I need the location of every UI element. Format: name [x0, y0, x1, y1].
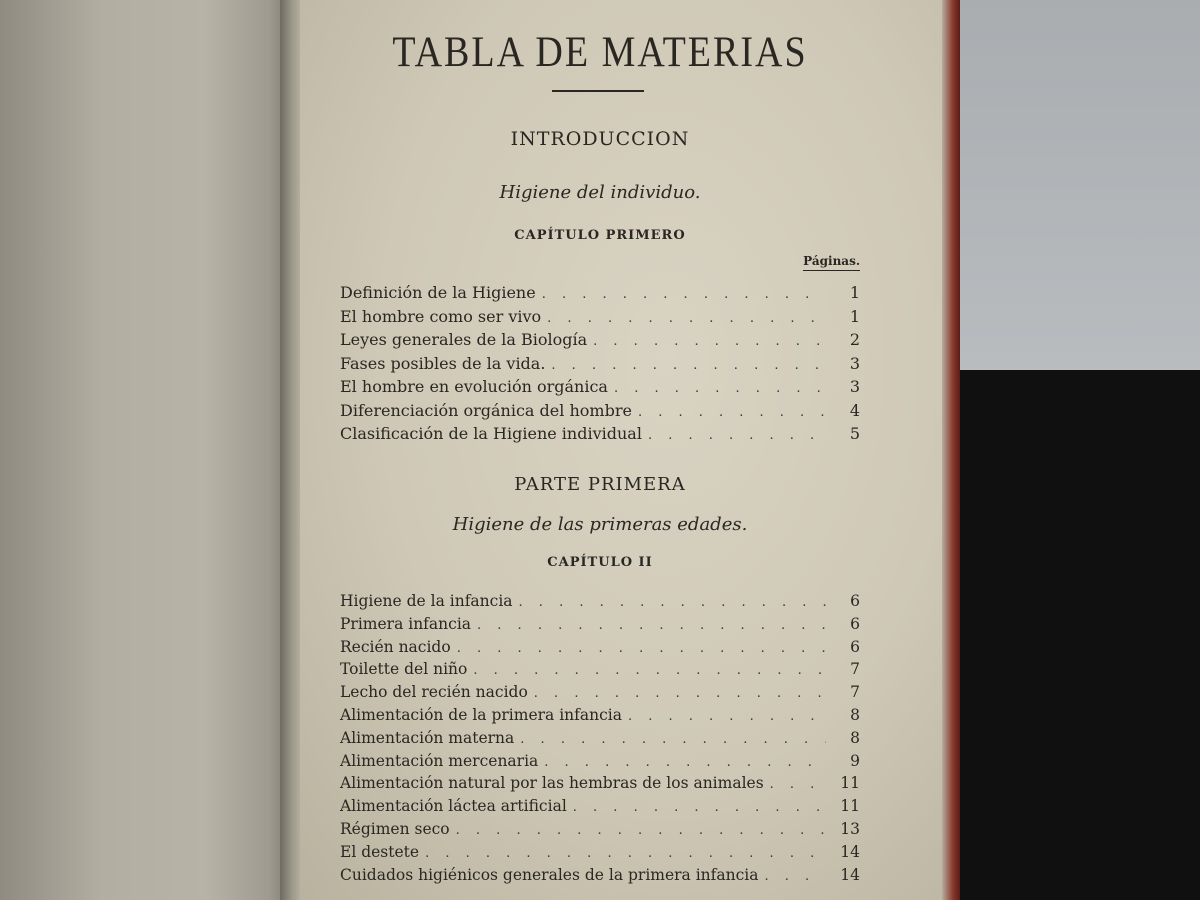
entry-label: El destete	[340, 842, 420, 861]
entry-page: 1	[849, 283, 860, 302]
entry-page: 3	[849, 353, 860, 373]
entry-page: 6	[850, 614, 860, 633]
part-one-entries	[340, 592, 860, 888]
leader-dots	[573, 800, 826, 815]
pages-label: Páginas.	[803, 254, 860, 271]
entry-page: 6	[850, 592, 860, 610]
toc-entry	[340, 752, 860, 775]
entry-page: 13	[840, 819, 860, 838]
entry-label: Lecho del recién nacido	[340, 683, 528, 702]
entry-label: Primera infancia	[340, 614, 472, 633]
toc-entry	[340, 354, 860, 378]
entry-label: Recién nacido	[340, 637, 451, 656]
entry-page: 11	[840, 797, 860, 816]
leader-dots	[638, 405, 826, 420]
toc-entry	[340, 843, 860, 866]
entry-label: Diferenciación orgánica del hombre	[340, 400, 632, 420]
leader-dots	[614, 381, 826, 396]
entry-page: 8	[850, 705, 860, 724]
leader-dots	[534, 686, 826, 701]
leader-dots	[765, 869, 827, 884]
chapter-one-heading: CAPÍTULO PRIMERO	[514, 228, 686, 243]
toc-entry	[340, 638, 860, 661]
entry-label: Leyes generales de la Biología	[340, 330, 588, 349]
entry-page: 4	[849, 400, 860, 420]
entry-page: 7	[850, 660, 860, 679]
background-dark	[960, 370, 1200, 900]
leader-dots	[648, 428, 826, 443]
intro-heading: INTRODUCCION	[510, 128, 690, 150]
entry-label: El hombre como ser vivo	[340, 306, 542, 326]
part-one-heading: PARTE PRIMERA	[514, 474, 686, 495]
toc-entry	[340, 706, 860, 729]
leader-dots	[473, 663, 826, 678]
entry-label: Alimentación de la primera infancia	[340, 705, 622, 724]
leader-dots	[542, 287, 826, 302]
leader-dots	[519, 595, 826, 610]
toc-entry	[340, 592, 860, 615]
leader-dots	[457, 641, 826, 656]
toc-entry	[340, 377, 860, 401]
toc-entry	[340, 615, 860, 638]
toc-entry	[340, 729, 860, 752]
intro-subtitle: Higiene del individuo.	[499, 182, 701, 203]
entry-label: Higiene de la infancia	[340, 592, 513, 610]
toc-entry	[340, 283, 860, 307]
entry-label: Toilette del niño	[340, 660, 468, 679]
toc-entry	[340, 866, 860, 889]
background-wall	[960, 0, 1200, 370]
entry-page: 3	[849, 377, 860, 396]
entry-label: Alimentación materna	[340, 728, 515, 747]
leader-dots	[425, 846, 826, 861]
entry-label: Alimentación láctea artificial	[340, 797, 567, 816]
leader-dots	[770, 777, 826, 792]
toc-entry	[340, 797, 860, 820]
toc-entry	[340, 660, 860, 683]
leader-dots	[547, 311, 826, 326]
entry-label: Cuidados higiénicos generales de la primera infancia	[340, 865, 759, 884]
leader-dots	[628, 709, 826, 724]
entry-page: 8	[850, 728, 860, 747]
page-title: TABLA DE MATERIAS	[392, 27, 808, 77]
toc-entry	[340, 424, 860, 448]
toc-entry	[340, 330, 860, 354]
entry-page: 5	[849, 424, 860, 443]
leader-dots	[456, 823, 826, 838]
entry-page: 11	[840, 774, 860, 793]
entry-page: 14	[840, 842, 860, 861]
entry-page: 6	[850, 637, 860, 656]
intro-entries	[340, 283, 860, 448]
leader-dots	[593, 334, 826, 349]
entry-page: 2	[849, 330, 860, 349]
leader-dots	[544, 755, 826, 770]
entry-label: Clasificación de la Higiene individual	[340, 424, 642, 443]
entry-label: Fases posibles de la vida.	[340, 353, 546, 373]
toc-entry	[340, 683, 860, 706]
entry-label: Alimentación natural por las hembras de los animales	[340, 774, 764, 793]
toc-entry	[340, 401, 860, 425]
entry-label: El hombre en evolución orgánica	[340, 377, 608, 396]
entry-page: 7	[850, 683, 860, 702]
entry-page: 14	[840, 865, 860, 884]
leader-dots	[477, 618, 826, 633]
entry-label: Alimentación mercenaria	[340, 751, 539, 770]
leader-dots	[520, 732, 826, 747]
toc-entry	[340, 774, 860, 797]
entry-label: Definición de la Higiene	[340, 283, 536, 302]
entry-label: Régimen seco	[340, 819, 450, 838]
entry-page: 1	[849, 306, 860, 326]
entry-page: 9	[850, 751, 860, 770]
table-of-contents	[340, 0, 860, 900]
page-edge	[942, 0, 960, 900]
title-rule	[552, 90, 644, 92]
leader-dots	[551, 358, 826, 373]
part-one-subtitle: Higiene de las primeras edades.	[452, 514, 748, 535]
toc-entry	[340, 820, 860, 843]
toc-entry	[340, 307, 860, 331]
chapter-two-heading: CAPÍTULO II	[547, 555, 653, 570]
left-page	[0, 0, 292, 900]
